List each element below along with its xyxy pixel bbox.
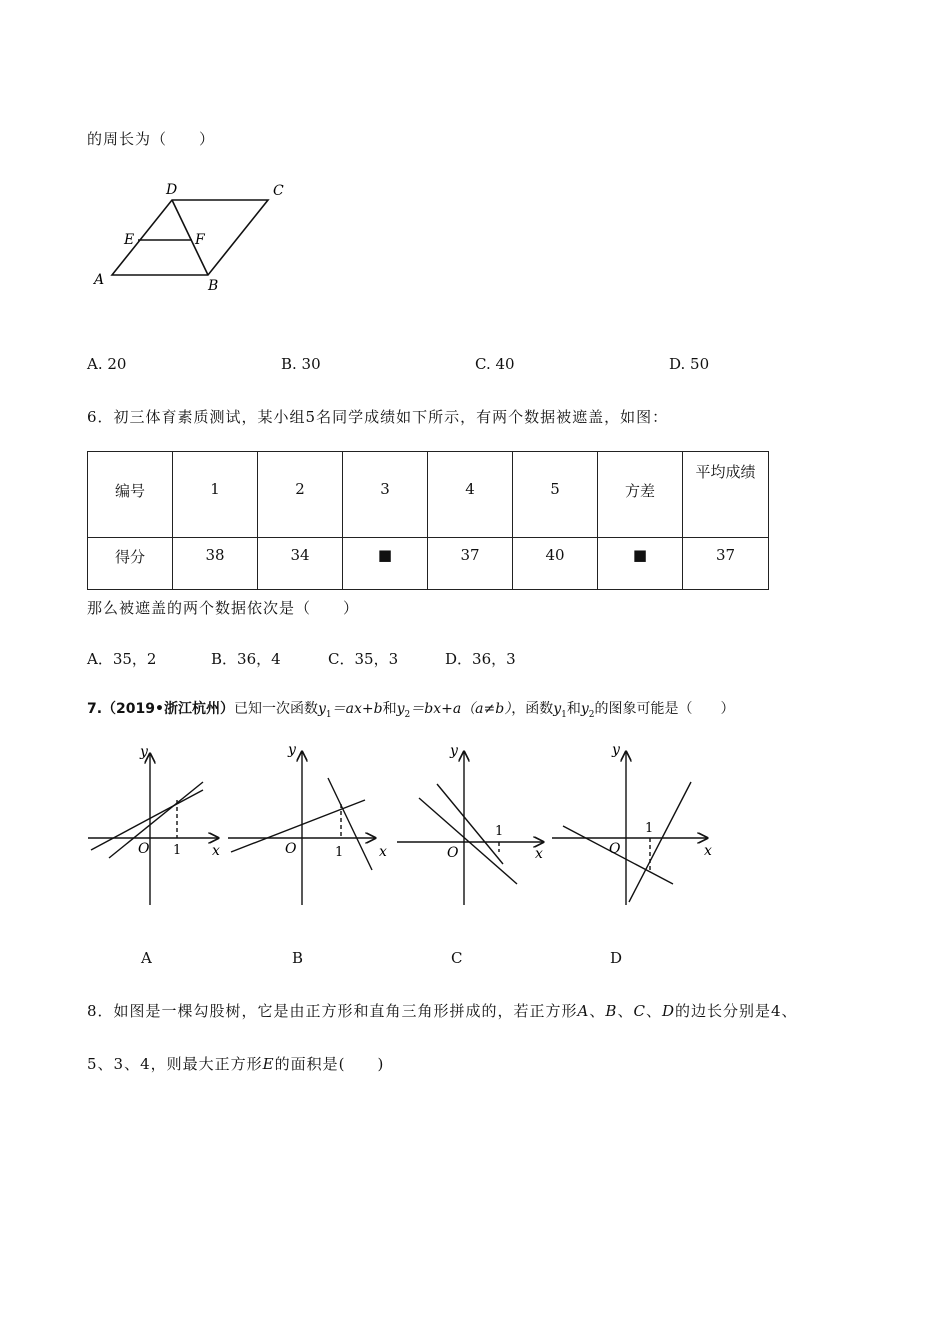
graph-a-one: 1 — [173, 843, 182, 858]
graph-a-y: y — [140, 744, 148, 760]
graph-b — [228, 752, 375, 905]
table-cell-masked: ■ — [343, 538, 428, 590]
q7-option-c[interactable]: C — [451, 949, 463, 967]
table-cell: 3 — [343, 452, 428, 538]
table-row-scores — [88, 538, 769, 590]
q8-line-1: 8．如图是一棵勾股树，它是由正方形和直角三角形拼成的，若正方形A、B、C、D的边长分别是4、 — [87, 1002, 798, 1020]
table-cell-masked: ■ — [598, 538, 683, 590]
q6-option-c[interactable]: C．35，3 — [328, 650, 399, 668]
graph-c — [397, 752, 543, 905]
label-e: E — [124, 232, 135, 248]
graph-d — [552, 752, 707, 905]
label-b: B — [208, 278, 219, 294]
square-e-label: E — [262, 1055, 275, 1073]
label-c: C — [273, 183, 284, 199]
square-d-label: D — [661, 1002, 675, 1020]
table-cell: 得分 — [88, 538, 173, 590]
graph-a-x: x — [212, 843, 220, 859]
table-cell: 4 — [428, 452, 513, 538]
q7-graphs — [85, 740, 725, 920]
table-cell: 方差 — [598, 452, 683, 538]
graph-b-one: 1 — [335, 845, 344, 860]
table-cell: 40 — [513, 538, 598, 590]
square-c-label: C — [633, 1002, 646, 1020]
table-cell: 38 — [173, 538, 258, 590]
square-b-label: B — [605, 1002, 618, 1020]
q7-source: 7.（2019•浙江杭州） — [87, 701, 234, 717]
label-a: A — [94, 272, 105, 288]
q6-score-table — [87, 451, 769, 590]
q5-parallelogram-figure — [90, 178, 300, 298]
table-cell: 37 — [428, 538, 513, 590]
table-cell: 1 — [173, 452, 258, 538]
table-row-header — [88, 452, 769, 538]
graph-c-origin: O — [447, 845, 459, 861]
q5-text: 的周长为（ ） — [87, 130, 216, 148]
graph-c-y: y — [450, 743, 458, 759]
table-cell: 编号 — [88, 452, 173, 538]
graph-d-x: x — [704, 843, 712, 859]
q5-option-c[interactable]: C. 40 — [475, 355, 515, 373]
graph-d-y: y — [612, 742, 620, 758]
table-cell: 37 — [683, 538, 769, 590]
graph-b-origin: O — [285, 841, 297, 857]
q6-option-d[interactable]: D．36，3 — [445, 650, 516, 668]
q8-line-2: 5、3、4，则最大正方形E的面积是( ) — [87, 1055, 385, 1073]
graph-a — [88, 754, 218, 905]
graph-b-x: x — [379, 844, 387, 860]
table-cell: 平均成绩 — [683, 452, 769, 538]
graph-d-one: 1 — [645, 821, 654, 836]
q5-option-d[interactable]: D. 50 — [669, 355, 710, 373]
q7-option-a[interactable]: A — [141, 949, 152, 967]
q7-stem: 7.（2019•浙江杭州）已知一次函数$y_1=ax+b$和$y_2=bx+a(a\ne b)$，函数$y_1$和$y_2$的图象可能是（ ） — [87, 701, 735, 720]
q7-option-b[interactable]: B — [292, 949, 304, 967]
square-a-label: A — [577, 1002, 590, 1020]
q5-option-a[interactable]: A. 20 — [87, 355, 127, 373]
label-f: F — [195, 232, 205, 248]
label-d: D — [166, 182, 178, 198]
graph-c-one: 1 — [495, 824, 504, 839]
graph-c-x: x — [535, 846, 543, 862]
graph-a-origin: O — [138, 841, 150, 857]
q6-option-b[interactable]: B．36，4 — [211, 650, 281, 668]
graph-b-y: y — [288, 742, 296, 758]
q6-stem: 6．初三体育素质测试，某小组5名同学成绩如下所示，有两个数据被遮盖，如图： — [87, 408, 669, 426]
table-cell: 5 — [513, 452, 598, 538]
q6-option-a[interactable]: A．35，2 — [87, 650, 157, 668]
q6-question: 那么被遮盖的两个数据依次是（ ） — [87, 599, 360, 617]
graph-d-origin: O — [609, 841, 621, 857]
q5-option-b[interactable]: B. 30 — [281, 355, 321, 373]
table-cell: 2 — [258, 452, 343, 538]
q7-option-d[interactable]: D — [610, 949, 623, 967]
table-cell: 34 — [258, 538, 343, 590]
